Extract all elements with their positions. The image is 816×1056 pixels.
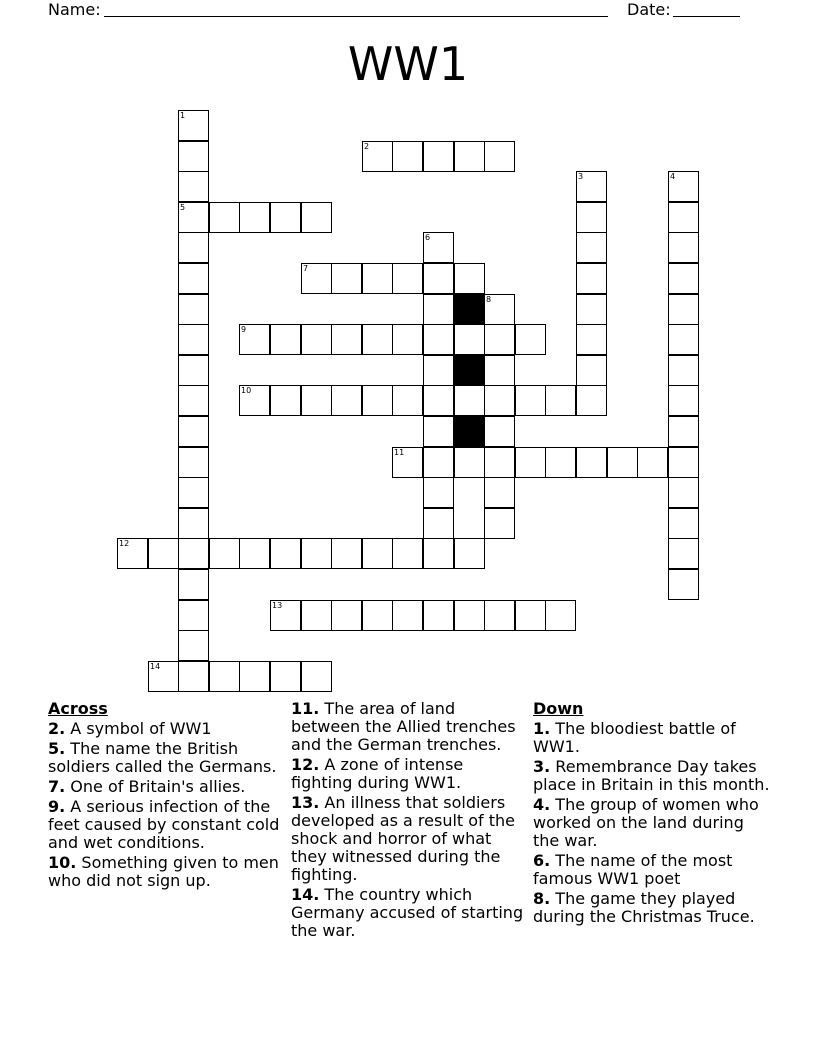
clue-text: The bloodiest battle of WW1. bbox=[533, 719, 736, 756]
grid-cell[interactable] bbox=[209, 538, 240, 569]
clue-text: Remembrance Day takes place in Britain in this month. bbox=[533, 757, 770, 794]
across-clue bbox=[48, 778, 284, 796]
grid-cell[interactable] bbox=[117, 538, 148, 569]
grid-cell[interactable] bbox=[301, 385, 332, 416]
grid-cell[interactable] bbox=[668, 232, 699, 263]
grid-cell[interactable] bbox=[178, 569, 209, 600]
grid-cell[interactable] bbox=[178, 508, 209, 539]
grid-cell[interactable] bbox=[637, 447, 668, 478]
grid-cell[interactable] bbox=[423, 416, 454, 447]
clue-number-label: 13. bbox=[291, 793, 320, 812]
clue-text: The game they played during the Christmas Truce. bbox=[533, 889, 755, 926]
grid-cell[interactable] bbox=[484, 294, 515, 325]
clue-number-label: 3. bbox=[533, 757, 551, 776]
grid-cell[interactable] bbox=[331, 385, 362, 416]
grid-cell[interactable] bbox=[301, 538, 332, 569]
clue-number: 3 bbox=[578, 172, 584, 181]
grid-cell[interactable] bbox=[362, 263, 393, 294]
down-clue-list bbox=[533, 720, 773, 926]
down-clue bbox=[533, 758, 773, 794]
grid-cell[interactable] bbox=[515, 600, 546, 631]
grid-cell[interactable] bbox=[270, 324, 301, 355]
across-clue bbox=[291, 700, 527, 754]
clue-number: 10 bbox=[241, 386, 252, 395]
clue-text: A symbol of WW1 bbox=[65, 719, 212, 738]
clue-number: 2 bbox=[364, 142, 370, 151]
grid-cell[interactable] bbox=[270, 538, 301, 569]
grid-cell[interactable] bbox=[178, 447, 209, 478]
grid-cell[interactable] bbox=[148, 538, 179, 569]
grid-cell[interactable] bbox=[270, 385, 301, 416]
grid-cell[interactable] bbox=[668, 447, 699, 478]
grid-cell[interactable] bbox=[423, 385, 454, 416]
clue-number-label: 10. bbox=[48, 853, 77, 872]
grid-cell[interactable] bbox=[515, 324, 546, 355]
grid-cell[interactable] bbox=[484, 324, 515, 355]
clue-text: The area of land between the Allied trenches and the German trenches. bbox=[291, 699, 516, 754]
grid-cell[interactable] bbox=[484, 416, 515, 447]
grid-cell[interactable] bbox=[423, 508, 454, 539]
grid-cell[interactable] bbox=[331, 600, 362, 631]
clue-number-label: 5. bbox=[48, 739, 66, 758]
grid-cell[interactable] bbox=[668, 416, 699, 447]
down-clue bbox=[533, 890, 773, 926]
grid-cell[interactable] bbox=[454, 141, 485, 172]
grid-cell[interactable] bbox=[178, 171, 209, 202]
across-clue bbox=[291, 794, 527, 884]
grid-cell[interactable] bbox=[515, 447, 546, 478]
grid-cell[interactable] bbox=[331, 324, 362, 355]
clue-number-label: 7. bbox=[48, 777, 66, 796]
clue-text: An illness that soldiers developed as a result of the shock and horror of what they witnessed during the fighting. bbox=[291, 793, 516, 884]
grid-cell[interactable] bbox=[301, 600, 332, 631]
across-clue bbox=[48, 720, 284, 738]
grid-cell[interactable] bbox=[178, 110, 209, 141]
clue-number-label: 2. bbox=[48, 719, 66, 738]
across-clue-list bbox=[48, 720, 284, 890]
clue-number: 1 bbox=[180, 111, 186, 120]
clue-text: A serious infection of the feet caused by constant cold and wet conditions. bbox=[48, 797, 280, 852]
grid-cell[interactable] bbox=[576, 171, 607, 202]
name-label: Name: bbox=[48, 0, 101, 19]
grid-cell[interactable] bbox=[362, 538, 393, 569]
clue-number-label: 8. bbox=[533, 889, 551, 908]
grid-cell[interactable] bbox=[423, 355, 454, 386]
grid-cell[interactable] bbox=[270, 600, 301, 631]
grid-cell[interactable] bbox=[576, 324, 607, 355]
grid-cell[interactable] bbox=[362, 141, 393, 172]
black-cell bbox=[454, 294, 485, 325]
grid-cell[interactable] bbox=[576, 447, 607, 478]
grid-cell[interactable] bbox=[239, 324, 270, 355]
grid-cell[interactable] bbox=[668, 355, 699, 386]
grid-cell[interactable] bbox=[668, 569, 699, 600]
grid-cell[interactable] bbox=[301, 661, 332, 692]
grid-cell[interactable] bbox=[423, 477, 454, 508]
grid-cell[interactable] bbox=[484, 508, 515, 539]
grid-cell[interactable] bbox=[668, 538, 699, 569]
grid-cell[interactable] bbox=[423, 600, 454, 631]
clue-number: 8 bbox=[486, 295, 492, 304]
grid-cell[interactable] bbox=[668, 263, 699, 294]
clue-number: 12 bbox=[119, 539, 130, 548]
clue-number: 9 bbox=[241, 325, 247, 334]
grid-cell[interactable] bbox=[454, 447, 485, 478]
clue-text: The country which Germany accused of starting the war. bbox=[291, 885, 524, 940]
grid-cell[interactable] bbox=[178, 661, 209, 692]
clue-number-label: 1. bbox=[533, 719, 551, 738]
grid-cell[interactable] bbox=[178, 600, 209, 631]
across-clue bbox=[48, 740, 284, 776]
grid-cell[interactable] bbox=[484, 447, 515, 478]
grid-cell[interactable] bbox=[331, 263, 362, 294]
grid-cell[interactable] bbox=[423, 294, 454, 325]
across-clues-continued bbox=[291, 700, 527, 942]
grid-cell[interactable] bbox=[178, 141, 209, 172]
grid-cell[interactable] bbox=[362, 385, 393, 416]
down-clue bbox=[533, 720, 773, 756]
grid-cell[interactable] bbox=[178, 294, 209, 325]
clue-text: The name of the most famous WW1 poet bbox=[533, 851, 733, 888]
grid-cell[interactable] bbox=[178, 263, 209, 294]
grid-cell[interactable] bbox=[178, 385, 209, 416]
grid-cell[interactable] bbox=[668, 294, 699, 325]
clue-text: A zone of intense fighting during WW1. bbox=[291, 755, 464, 792]
clue-number-label: 14. bbox=[291, 885, 320, 904]
grid-cell[interactable] bbox=[301, 263, 332, 294]
grid-cell[interactable] bbox=[423, 232, 454, 263]
grid-cell[interactable] bbox=[576, 232, 607, 263]
grid-cell[interactable] bbox=[392, 141, 423, 172]
date-label: Date: bbox=[627, 0, 671, 19]
grid-cell[interactable] bbox=[239, 538, 270, 569]
grid-cell[interactable] bbox=[423, 141, 454, 172]
grid-cell[interactable] bbox=[668, 508, 699, 539]
puzzle-title: WW1 bbox=[347, 37, 469, 91]
grid-cell[interactable] bbox=[392, 538, 423, 569]
clue-number: 11 bbox=[394, 448, 405, 457]
grid-cell[interactable] bbox=[454, 385, 485, 416]
grid-cell[interactable] bbox=[454, 263, 485, 294]
grid-cell[interactable] bbox=[392, 447, 423, 478]
grid-cell[interactable] bbox=[454, 538, 485, 569]
grid-cell[interactable] bbox=[545, 385, 576, 416]
grid-cell[interactable] bbox=[423, 324, 454, 355]
grid-cell[interactable] bbox=[576, 202, 607, 233]
grid-cell[interactable] bbox=[423, 447, 454, 478]
grid-cell[interactable] bbox=[454, 600, 485, 631]
across-clues-column bbox=[48, 700, 284, 892]
clue-text: The name the British soldiers called the Germans. bbox=[48, 739, 277, 776]
grid-cell[interactable] bbox=[301, 324, 332, 355]
grid-cell[interactable] bbox=[239, 202, 270, 233]
clue-number-label: 11. bbox=[291, 699, 320, 718]
grid-cell[interactable] bbox=[239, 385, 270, 416]
grid-cell[interactable] bbox=[576, 263, 607, 294]
grid-cell[interactable] bbox=[362, 324, 393, 355]
clue-number-label: 6. bbox=[533, 851, 551, 870]
grid-cell[interactable] bbox=[668, 171, 699, 202]
grid-cell[interactable] bbox=[178, 477, 209, 508]
grid-cell[interactable] bbox=[392, 600, 423, 631]
clue-number: 4 bbox=[670, 172, 676, 181]
clue-number: 6 bbox=[425, 233, 431, 242]
grid-cell[interactable] bbox=[178, 416, 209, 447]
grid-cell[interactable] bbox=[515, 385, 546, 416]
grid-cell[interactable] bbox=[178, 355, 209, 386]
black-cell bbox=[454, 416, 485, 447]
clue-text: The group of women who worked on the land during the war. bbox=[533, 795, 759, 850]
grid-cell[interactable] bbox=[668, 202, 699, 233]
clue-number: 14 bbox=[150, 662, 161, 671]
grid-cell[interactable] bbox=[484, 477, 515, 508]
grid-cell[interactable] bbox=[178, 538, 209, 569]
grid-cell[interactable] bbox=[576, 355, 607, 386]
grid-cell[interactable] bbox=[270, 202, 301, 233]
grid-cell[interactable] bbox=[392, 324, 423, 355]
grid-cell[interactable] bbox=[270, 661, 301, 692]
down-heading: Down bbox=[533, 699, 584, 718]
black-cell bbox=[454, 355, 485, 386]
clue-number-label: 4. bbox=[533, 795, 551, 814]
grid-cell[interactable] bbox=[178, 630, 209, 661]
clue-number: 5 bbox=[180, 203, 186, 212]
down-clues-column bbox=[533, 700, 773, 928]
across-clue bbox=[48, 854, 284, 890]
grid-cell[interactable] bbox=[484, 355, 515, 386]
down-clue bbox=[533, 796, 773, 850]
grid-cell[interactable] bbox=[331, 538, 362, 569]
grid-cell[interactable] bbox=[148, 661, 179, 692]
grid-cell[interactable] bbox=[484, 600, 515, 631]
grid-cell[interactable] bbox=[607, 447, 638, 478]
grid-cell[interactable] bbox=[668, 385, 699, 416]
clue-number: 7 bbox=[303, 264, 309, 273]
grid-cell[interactable] bbox=[301, 202, 332, 233]
across-heading: Across bbox=[48, 699, 108, 718]
grid-cell[interactable] bbox=[178, 232, 209, 263]
grid-cell[interactable] bbox=[545, 447, 576, 478]
grid-cell[interactable] bbox=[423, 538, 454, 569]
clue-number-label: 12. bbox=[291, 755, 320, 774]
grid-cell[interactable] bbox=[392, 263, 423, 294]
grid-cell[interactable] bbox=[484, 141, 515, 172]
grid-cell[interactable] bbox=[484, 385, 515, 416]
across-clue-list-continued bbox=[291, 700, 527, 940]
clue-number: 13 bbox=[272, 601, 283, 610]
grid-cell[interactable] bbox=[178, 202, 209, 233]
clue-number-label: 9. bbox=[48, 797, 66, 816]
across-clue bbox=[291, 756, 527, 792]
across-clue bbox=[48, 798, 284, 852]
grid-cell[interactable] bbox=[239, 661, 270, 692]
grid-cell[interactable] bbox=[454, 324, 485, 355]
grid-cell[interactable] bbox=[178, 324, 209, 355]
grid-cell[interactable] bbox=[668, 477, 699, 508]
grid-cell[interactable] bbox=[209, 661, 240, 692]
grid-cell[interactable] bbox=[545, 600, 576, 631]
grid-cell[interactable] bbox=[362, 600, 393, 631]
grid-cell[interactable] bbox=[576, 385, 607, 416]
down-clue bbox=[533, 852, 773, 888]
across-clue bbox=[291, 886, 527, 940]
clue-text: Something given to men who did not sign up. bbox=[48, 853, 279, 890]
grid-cell[interactable] bbox=[423, 263, 454, 294]
grid-cell[interactable] bbox=[209, 202, 240, 233]
grid-cell[interactable] bbox=[576, 294, 607, 325]
grid-cell[interactable] bbox=[668, 324, 699, 355]
clue-text: One of Britain's allies. bbox=[65, 777, 246, 796]
grid-cell[interactable] bbox=[392, 385, 423, 416]
